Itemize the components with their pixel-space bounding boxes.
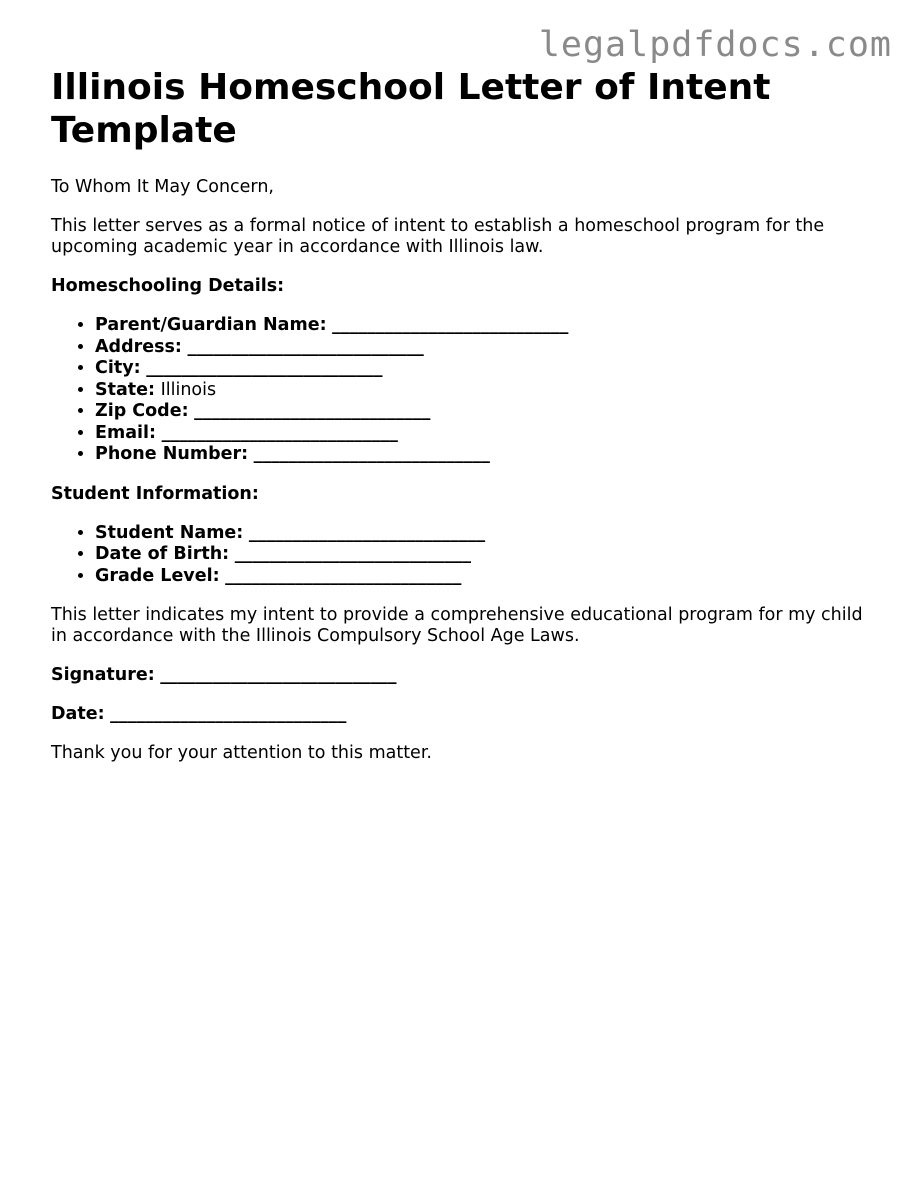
student-information-list bbox=[51, 523, 871, 588]
field-label: Email: bbox=[95, 422, 156, 443]
field-phone-number bbox=[95, 444, 871, 466]
homeschooling-details-list bbox=[51, 315, 871, 466]
intro-paragraph: This letter serves as a formal notice of intent to establish a homeschool program for the upcoming academic year in accordance with Illinois law. bbox=[51, 216, 825, 257]
fill-in-blank[interactable]: ___________________________ bbox=[161, 422, 398, 443]
fill-in-blank[interactable]: ___________________________ bbox=[187, 336, 424, 357]
homeschooling-details-heading: Homeschooling Details: bbox=[51, 276, 285, 296]
closing-paragraph: This letter indicates my intent to provide a comprehensive educational program for my child in accordance with the Illinois Compulsory School Age Laws. bbox=[51, 605, 863, 646]
field-label: City: bbox=[95, 358, 141, 378]
date-blank[interactable]: ___________________________ bbox=[110, 704, 347, 724]
watermark: legalpdfdocs.com bbox=[538, 25, 892, 65]
date-label: Date: bbox=[51, 704, 105, 724]
field-label: Student Name: bbox=[95, 522, 244, 543]
fill-in-blank[interactable]: ___________________________ bbox=[332, 315, 569, 335]
fill-in-blank[interactable]: ___________________________ bbox=[225, 565, 462, 586]
field-parent-guardian-name bbox=[95, 315, 871, 337]
fill-in-blank[interactable]: ___________________________ bbox=[248, 522, 486, 543]
field-label: Parent/Guardian Name: bbox=[95, 315, 327, 335]
field-email bbox=[95, 423, 871, 445]
field-label: Date of Birth: bbox=[95, 544, 230, 564]
field-city bbox=[95, 358, 871, 380]
signature-label: Signature: bbox=[51, 665, 155, 685]
signature-line bbox=[51, 665, 871, 686]
student-information-heading: Student Information: bbox=[51, 483, 259, 504]
field-grade-level bbox=[95, 566, 871, 588]
field-date-of-birth bbox=[95, 544, 871, 566]
date-line bbox=[51, 704, 871, 725]
field-label: State: bbox=[95, 379, 156, 400]
thanks-line: Thank you for your attention to this matter. bbox=[51, 743, 432, 763]
fill-in-blank[interactable]: ___________________________ bbox=[194, 401, 431, 421]
fill-in-blank[interactable]: ___________________________ bbox=[253, 444, 490, 464]
field-value: Illinois bbox=[160, 379, 217, 400]
field-state bbox=[95, 380, 871, 402]
greeting: To Whom It May Concern, bbox=[51, 177, 274, 197]
field-zip-code bbox=[95, 401, 871, 423]
fill-in-blank[interactable]: ___________________________ bbox=[146, 358, 383, 378]
field-student-name bbox=[95, 523, 871, 545]
document-page bbox=[51, 66, 871, 764]
fill-in-blank[interactable]: ___________________________ bbox=[234, 544, 472, 564]
field-label: Zip Code: bbox=[95, 401, 189, 421]
field-label: Phone Number: bbox=[95, 444, 249, 464]
field-address bbox=[95, 337, 871, 359]
signature-blank[interactable]: ___________________________ bbox=[160, 665, 397, 685]
field-label: Address: bbox=[95, 336, 182, 357]
field-label: Grade Level: bbox=[95, 565, 220, 586]
document-title: Illinois Homeschool Letter of Intent Template bbox=[51, 67, 771, 151]
